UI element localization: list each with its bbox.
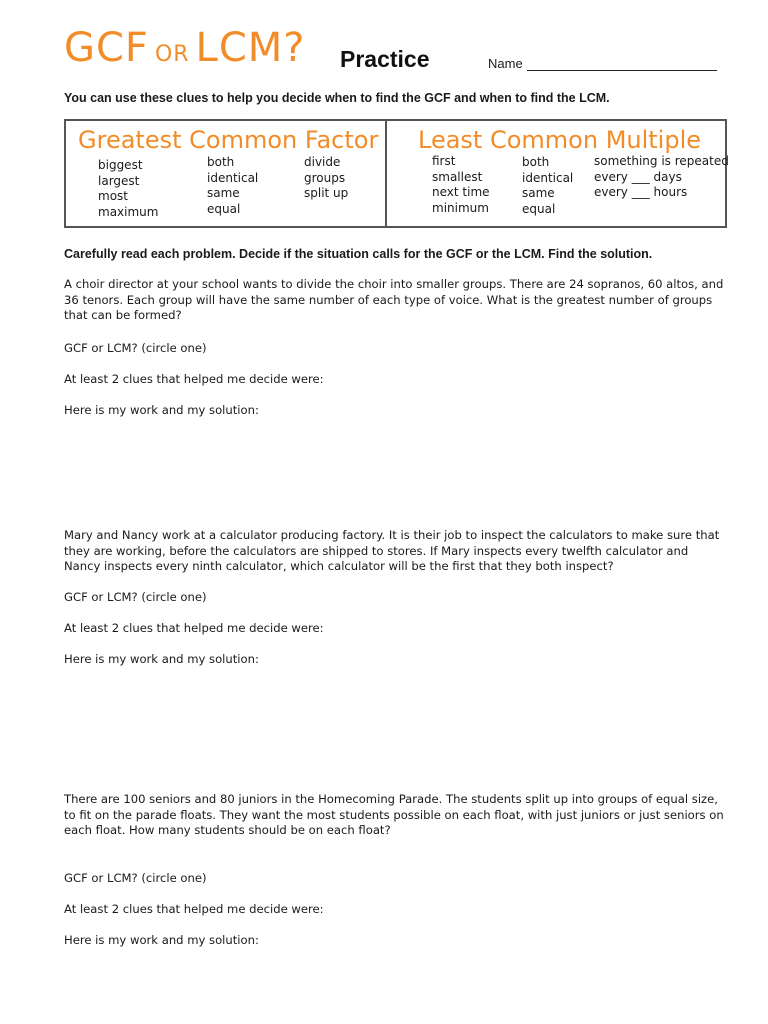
clue-word: identical <box>207 170 259 185</box>
title-or: OR <box>154 42 190 67</box>
clue-word: both <box>522 155 550 169</box>
clue-word: groups <box>304 170 346 185</box>
clue-word: same <box>522 186 555 200</box>
problem-3-circle-prompt: GCF or LCM? (circle one) <box>64 871 207 885</box>
clue-word: equal <box>522 201 556 216</box>
clue-word: next time <box>432 185 490 199</box>
intro-text: You can use these clues to help you decide when to find the GCF and when to find the LCM. <box>64 91 610 105</box>
worksheet-title <box>64 25 306 71</box>
problem-2-circle-prompt: GCF or LCM? (circle one) <box>64 590 207 604</box>
gcf-heading: Greatest Common Factor <box>78 126 379 154</box>
problem-3-text: There are 100 seniors and 80 juniors in the Homecoming Parade. The students split up into groups of equal size, to fit on the parade floats. They want the most students possible on each float, with just juniors or just seniors on each float. How many students should be on each float? <box>64 792 724 837</box>
problem-3-clues-prompt: At least 2 clues that helped me decide were: <box>64 902 324 916</box>
problem-1-work-prompt: Here is my work and my solution: <box>64 403 259 417</box>
lcm-heading: Least Common Multiple <box>418 126 702 154</box>
clue-word: first <box>432 154 456 168</box>
name-field[interactable] <box>527 70 717 71</box>
problem-3-work-prompt: Here is my work and my solution: <box>64 933 259 947</box>
lcm-clue-column-2 <box>522 155 573 217</box>
clue-word: every ___ hours <box>594 185 688 199</box>
clue-word: identical <box>522 170 574 185</box>
clue-word: something is repeated <box>594 154 729 168</box>
gcf-clue-column-2 <box>207 155 258 217</box>
clue-word: split up <box>304 186 349 200</box>
clue-word: most <box>98 189 128 203</box>
lcm-clue-column-3 <box>594 154 729 201</box>
problem-1-text: A choir director at your school wants to divide the choir into smaller groups. There are 24 sopranos, 60 altos, and 36 tenors. Each group will have the same number of each type of voice. What is the greatest number of groups that can be formed? <box>64 277 724 322</box>
clue-word: every ___ days <box>594 169 682 184</box>
clue-word: biggest <box>98 158 143 172</box>
clue-word: same <box>207 186 240 200</box>
problem-2-text: Mary and Nancy work at a calculator producing factory. It is their job to inspect the calculators to make sure that they are working, before the calculators are shipped to stores. If Mary inspects every twelfth calculator and Nancy inspects every ninth calculator, which calculator will be the first that they both inspect? <box>64 528 720 573</box>
clue-word: divide <box>304 155 341 169</box>
clue-word: minimum <box>432 200 489 215</box>
gcf-clue-column-3 <box>304 155 348 202</box>
instructions: Carefully read each problem. Decide if the situation calls for the GCF or the LCM. Find the solution. <box>64 247 653 261</box>
clue-word: largest <box>98 173 140 188</box>
problem-1-clues-prompt: At least 2 clues that helped me decide were: <box>64 372 324 386</box>
problem-2-clues-prompt: At least 2 clues that helped me decide were: <box>64 621 324 635</box>
clue-word: maximum <box>98 204 159 219</box>
title-gcf: GCF <box>64 25 149 71</box>
clue-word: both <box>207 155 235 169</box>
gcf-clue-column-1 <box>98 158 158 220</box>
name-label: Name <box>488 56 523 71</box>
clue-word: smallest <box>432 169 483 184</box>
problem-2-work-prompt: Here is my work and my solution: <box>64 652 259 666</box>
title-lcm: LCM? <box>195 25 306 71</box>
lcm-clue-column-1 <box>432 154 490 216</box>
clue-box-divider <box>385 119 387 228</box>
practice-label: Practice <box>340 46 430 72</box>
clue-word: equal <box>207 201 241 216</box>
problem-1-circle-prompt: GCF or LCM? (circle one) <box>64 341 207 355</box>
